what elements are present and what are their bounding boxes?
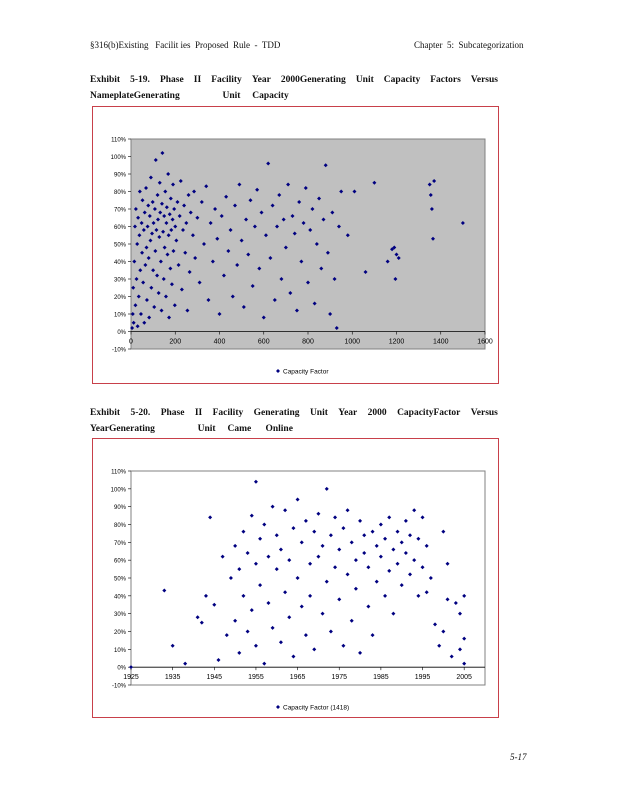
caption-word: Generating [253, 408, 300, 418]
x-tick-label: 800 [302, 338, 314, 346]
x-tick-label: 1945 [206, 674, 223, 682]
caption-word: Year [338, 408, 358, 418]
y-tick-label: 90% [113, 172, 126, 179]
page-number: 5-17 [510, 752, 527, 762]
caption-word: II [193, 75, 202, 85]
x-tick-label: 1925 [123, 674, 139, 682]
x-tick-label: 1985 [373, 674, 389, 682]
y-tick-label: 30% [113, 612, 126, 619]
x-tick-label: 600 [257, 338, 270, 346]
scatter-chart-year-online [93, 439, 498, 717]
chart-frame-capacity [92, 106, 499, 384]
legend-marker [276, 705, 280, 709]
caption-word: Phase [159, 75, 184, 85]
caption-word: Facility [211, 75, 242, 85]
x-tick-label: 1975 [331, 674, 348, 682]
y-tick-label: 80% [113, 523, 126, 529]
caption-word: Unit [355, 75, 374, 85]
x-tick-label: 0 [129, 338, 133, 346]
caption-word: Unit [309, 408, 328, 418]
legend-label: Capacity Factor [283, 368, 329, 376]
y-tick-label: 60% [113, 558, 126, 565]
legend-label: Capacity Factor (1418) [283, 704, 350, 712]
y-tick-label: 110% [111, 137, 126, 144]
x-tick-label: 1400 [432, 338, 449, 346]
y-tick-label: 80% [113, 190, 126, 196]
y-tick-label: 20% [113, 630, 126, 636]
x-tick-label: 1000 [344, 338, 361, 346]
y-tick-label: 60% [113, 225, 126, 231]
x-tick-label: 1600 [477, 338, 493, 346]
x-tick-label: 200 [169, 338, 182, 346]
x-tick-label: 1200 [388, 338, 405, 346]
y-tick-label: 10% [113, 647, 126, 654]
caption-word: Versus [470, 408, 498, 418]
y-tick-label: 70% [113, 540, 126, 547]
y-tick-label: 30% [113, 277, 126, 284]
caption-word: Facility [212, 408, 244, 418]
caption-word: Versus [470, 75, 498, 85]
caption-word: 5-20. [130, 408, 151, 418]
caption-line-2: NameplateGenerating Unit Capacity [90, 91, 289, 101]
caption-word: Phase [160, 408, 185, 418]
x-tick-label: 1995 [414, 674, 431, 682]
exhibit-caption-5-20 [90, 405, 498, 437]
caption-line-1 [90, 72, 498, 88]
legend-marker [276, 369, 280, 373]
caption-word: Exhibit [90, 408, 121, 418]
running-header-right: Chapter 5: Subcategorization [414, 40, 524, 50]
caption-word: CapacityFactor [397, 408, 461, 418]
chart-frame-year-online [92, 438, 499, 718]
caption-word: Capacity [383, 75, 421, 85]
x-tick-label: 400 [213, 338, 226, 346]
caption-word: 5-19. [130, 75, 150, 85]
caption-word: 2000Generating [280, 75, 346, 85]
y-tick-label: 50% [113, 576, 126, 583]
caption-word: Year [251, 75, 271, 85]
running-header-left: §316(b)Existing Facilit ies Proposed Rule - TDD [90, 40, 281, 50]
y-tick-label: 100% [110, 487, 126, 494]
caption-word: 2000 [367, 408, 387, 418]
x-tick-label: 2005 [456, 674, 472, 682]
y-tick-label: -10% [111, 683, 126, 690]
y-tick-label: -10% [111, 347, 126, 354]
caption-line-1 [90, 405, 498, 421]
y-tick-label: 90% [113, 505, 126, 512]
y-tick-label: 0% [117, 330, 126, 336]
y-tick-label: 110% [111, 469, 126, 476]
y-tick-label: 100% [110, 155, 126, 161]
y-tick-label: 0% [117, 665, 126, 672]
y-tick-label: 40% [113, 260, 126, 266]
plot-area [131, 139, 485, 349]
scatter-chart-capacity-factor [93, 107, 498, 383]
x-tick-label: 1935 [164, 674, 181, 682]
x-tick-label: 1955 [248, 674, 264, 682]
caption-word: Factors [430, 75, 461, 85]
caption-word: Exhibit [90, 75, 121, 85]
y-tick-label: 20% [113, 295, 126, 301]
exhibit-caption-5-19 [90, 72, 498, 104]
x-tick-label: 1965 [289, 674, 306, 682]
y-tick-label: 10% [113, 312, 126, 319]
y-tick-label: 40% [113, 594, 126, 601]
y-tick-label: 70% [113, 207, 126, 214]
caption-line-2: YearGenerating Unit Came Online [90, 424, 293, 434]
caption-word: II [194, 408, 203, 418]
y-tick-label: 50% [113, 242, 126, 249]
